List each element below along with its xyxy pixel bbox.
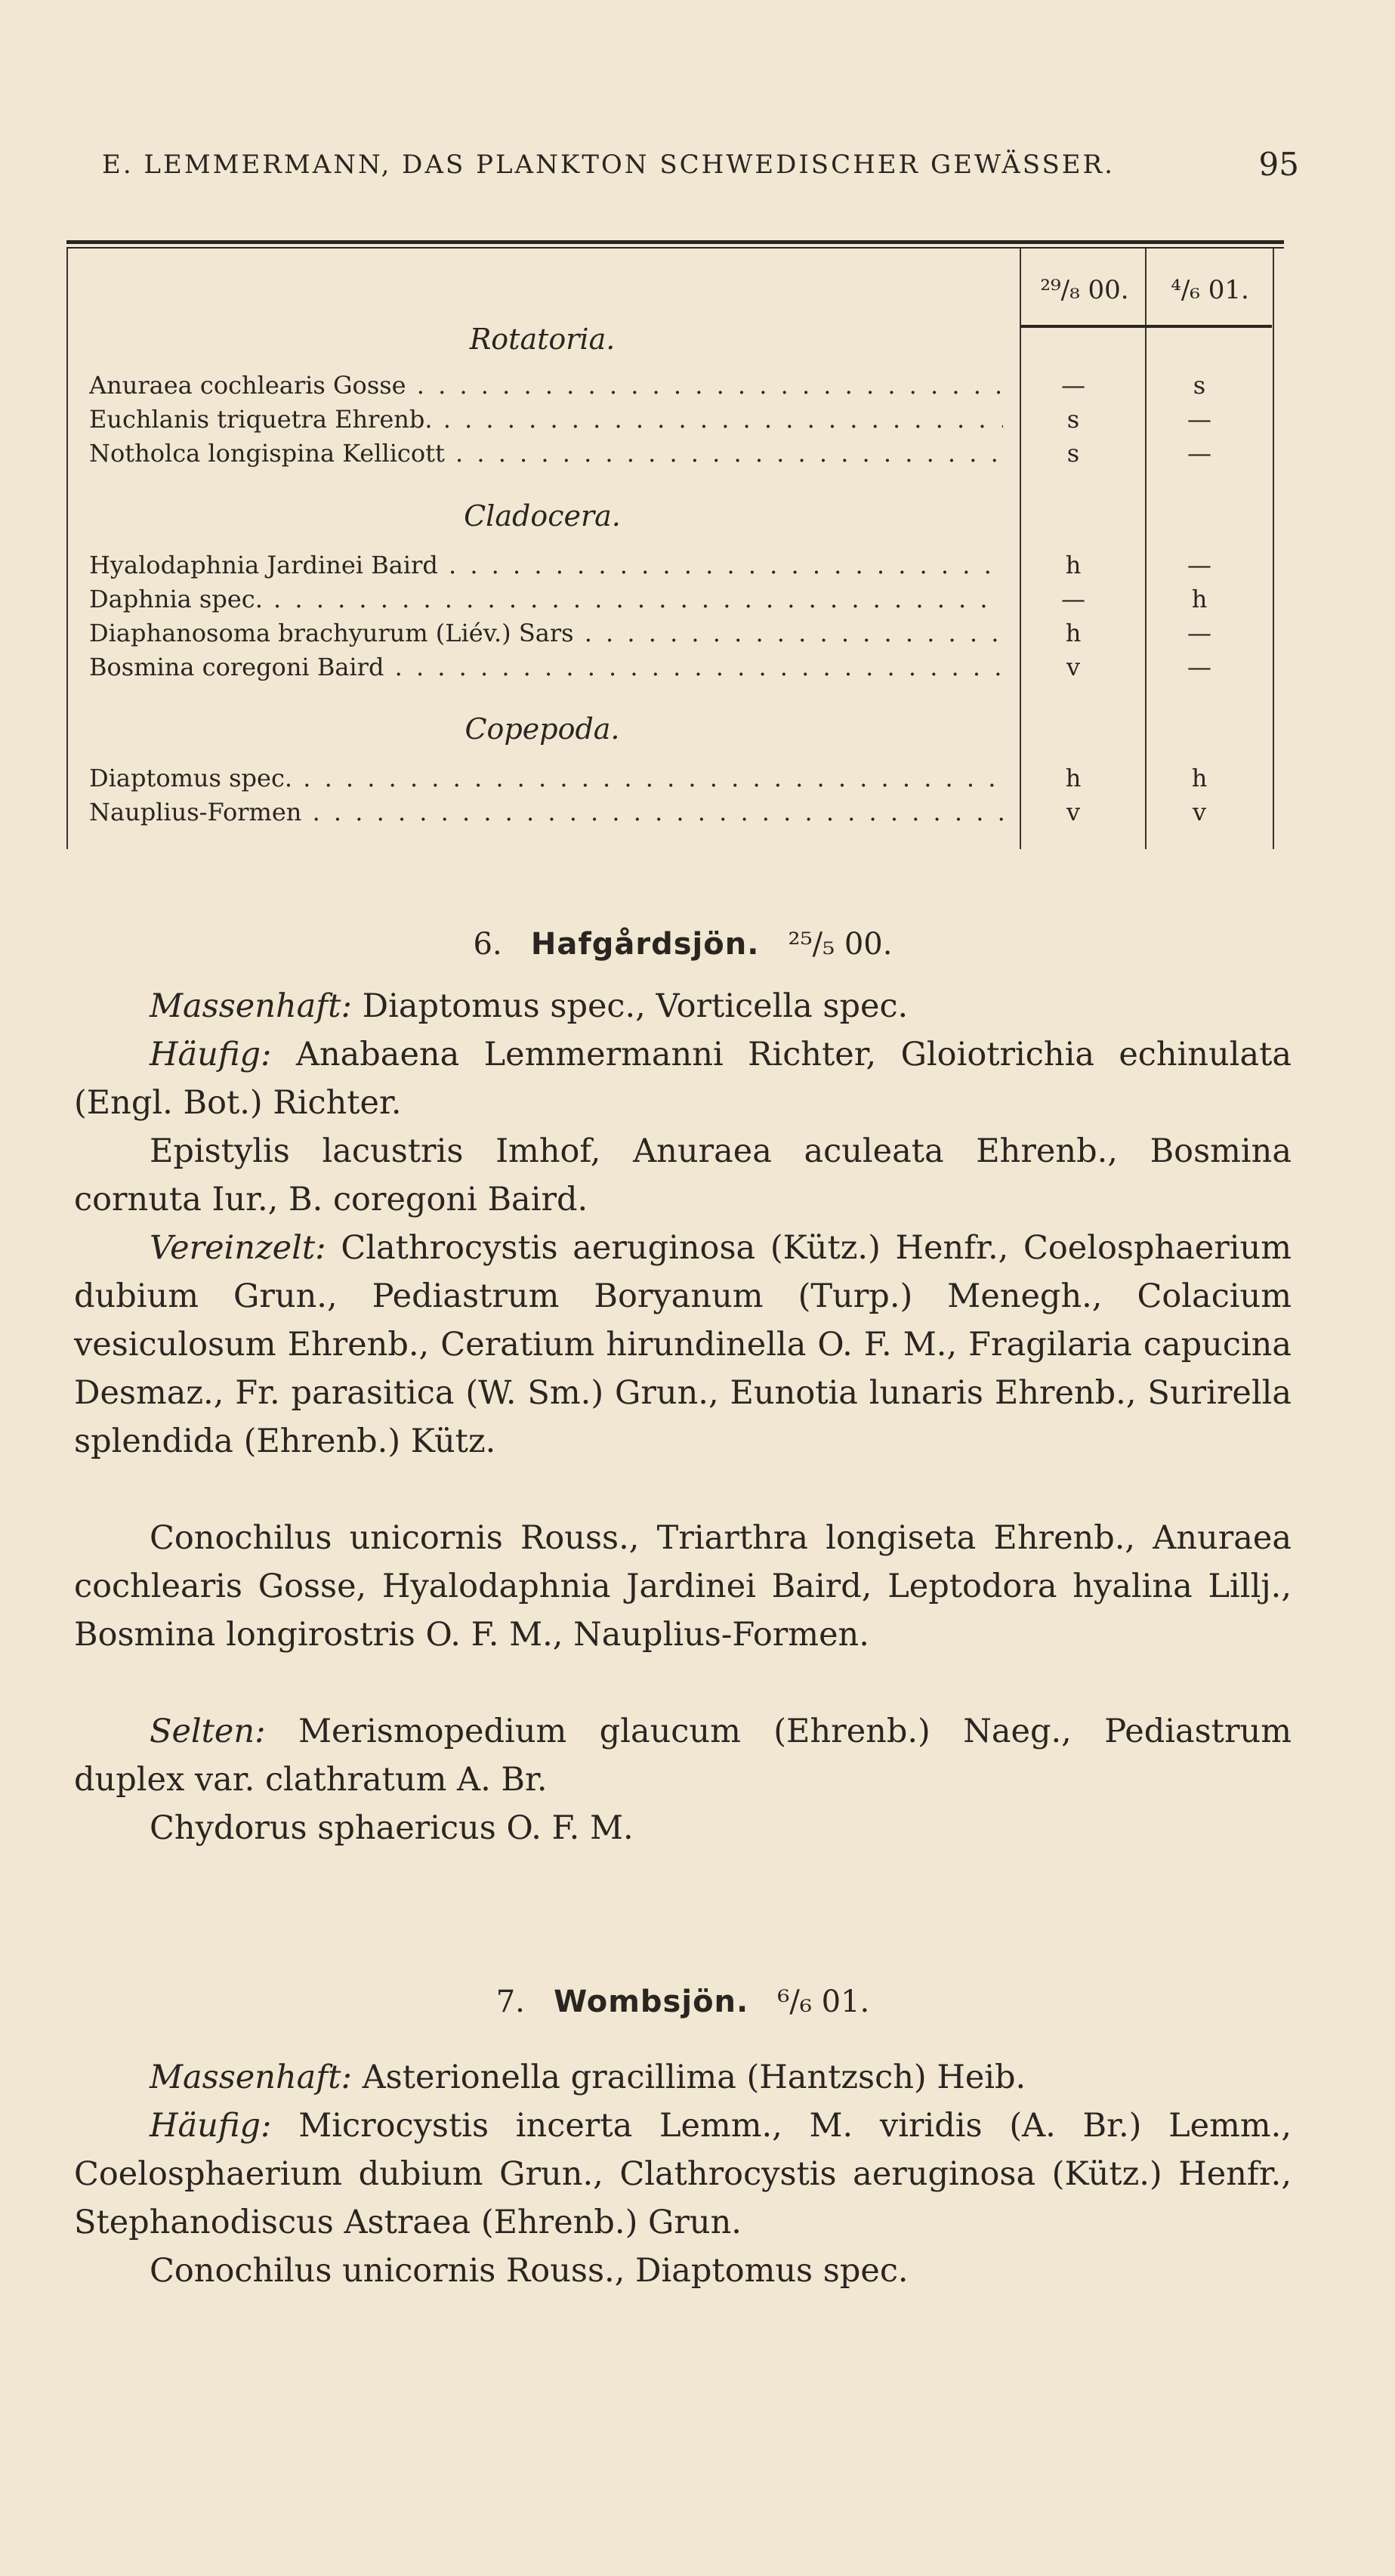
paragraph-text: Asterionella gracillima (Hantzsch) Heib.: [351, 2059, 1026, 2096]
abundance-value: h: [1065, 551, 1082, 579]
abundance-value: s: [1066, 439, 1080, 468]
abundance-value: h: [1191, 764, 1208, 792]
species-name: Anuraea cochlearis Gosse . . .: [89, 369, 1003, 403]
paragraph: [74, 2247, 1292, 2295]
paragraph: [74, 2102, 1292, 2247]
abundance-value: v: [1066, 798, 1081, 826]
species-name: Euchlanis triquetra Ehrenb. . . .: [89, 403, 1003, 437]
table-top-rule: [66, 240, 1284, 244]
species-name: Diaphanosoma brachyurum (Liév.) Sars . . .: [89, 616, 1003, 650]
abundance-label: Massenhaft:: [150, 2059, 352, 2096]
species-table: [66, 240, 1284, 852]
abundance-value: h: [1065, 764, 1082, 792]
paragraph: [74, 1127, 1292, 1224]
table-row: [89, 761, 1275, 795]
lake-heading: [74, 1979, 1292, 2025]
paragraph-text: Conochilus unicornis Rouss., Diaptomus spec.: [150, 2252, 909, 2290]
paragraph-text: Microcystis incerta Lemm., M. viridis (A. Br.) Lemm., Coelosphaerium dubium Grun., Clathrocystis aeruginosa (Kütz.) Henfr., Stephanodiscus Astraea (Ehrenb.) Grun.: [74, 2107, 1292, 2241]
abundance-label: Massenhaft:: [150, 987, 352, 1025]
column-header-date-2: ⁴/₆ 01.: [1171, 275, 1249, 305]
section-title: Cladocera.: [464, 499, 621, 533]
species-name: Hyalodaphnia Jardinei Baird . . .: [89, 548, 1003, 582]
species-name: Bosmina coregoni Baird . . .: [89, 650, 1003, 684]
abundance-value: —: [1187, 405, 1211, 434]
table-top-rule-thin: [66, 247, 1284, 249]
abundance-value: s: [1066, 405, 1080, 434]
table-row: [89, 616, 1275, 650]
table-row: [89, 795, 1275, 829]
lake-date: ²⁵/₅ 00.: [788, 927, 893, 962]
species-name: Diaptomus spec. . . .: [89, 761, 1003, 795]
lake-heading: [74, 922, 1292, 967]
lake-number: 6.: [473, 927, 502, 962]
abundance-value: h: [1191, 585, 1208, 613]
running-head-title: E. LEMMERMANN, DAS PLANKTON SCHWEDISCHER GEWÄSSER.: [102, 150, 1115, 180]
abundance-label: Selten:: [150, 1713, 266, 1750]
lake-date: ⁶/₆ 01.: [777, 1985, 870, 2019]
column-header-date-1: ²⁹/₈ 00.: [1040, 275, 1129, 305]
paragraph-text: Chydorus sphaericus O. F. M.: [150, 1809, 634, 1847]
paragraph-text: Clathrocystis aeruginosa (Kütz.) Henfr., Coelosphaerium dubium Grun., Pediastrum Boryanum (Turp.) Menegh., Colacium vesiculosum Ehrenb., Ceratium hirundinella O. F. M., Fragilaria capucina Desmaz., Fr. parasitica (W. Sm.) Grun., Eunotia lunaris Ehrenb., Surirella splendida (Ehrenb.) Kütz.: [74, 1229, 1292, 1460]
abundance-value: s: [1193, 371, 1206, 400]
lake-name: Wombsjön.: [554, 1985, 749, 2019]
running-head: [102, 142, 1299, 187]
abundance-label: Vereinzelt:: [150, 1229, 326, 1267]
abundance-value: —: [1187, 653, 1211, 681]
species-name: Notholca longispina Kellicott . . .: [89, 437, 1003, 471]
paragraph-text: Merismopedium glaucum (Ehrenb.) Naeg., Pediastrum duplex var. clathratum A. Br.: [74, 1713, 1292, 1799]
paragraph-text: Diaptomus spec., Vorticella spec.: [351, 987, 909, 1025]
table-row: [89, 403, 1275, 437]
lake-number: 7.: [495, 1985, 525, 2019]
abundance-value: —: [1061, 371, 1085, 400]
table-row: [89, 548, 1275, 582]
abundance-value: v: [1066, 653, 1081, 681]
table-row: [89, 582, 1275, 616]
paragraph-text: Conochilus unicornis Rouss., Triarthra longiseta Ehrenb., Anuraea cochlearis Gosse, Hyalodaphnia Jardinei Baird, Leptodora hyalina Lillj., Bosmina longirostris O. F. M., Nauplius-Formen.: [74, 1519, 1292, 1654]
abundance-value: —: [1187, 619, 1211, 647]
abundance-value: —: [1187, 551, 1211, 579]
paragraph: [74, 1804, 1292, 1852]
abundance-value: v: [1192, 798, 1207, 826]
species-name: Nauplius-Formen . . .: [89, 795, 1003, 829]
section-title: Copepoda.: [464, 712, 620, 746]
table-row: [89, 369, 1275, 403]
paragraph: [74, 982, 1292, 1030]
abundance-value: —: [1187, 439, 1211, 468]
abundance-label: Häufig:: [150, 1036, 272, 1073]
paragraph: [74, 1030, 1292, 1127]
table-header-rule: [1020, 325, 1272, 328]
paragraph-text: Anabaena Lemmermanni Richter, Gloiotrichia echinulata (Engl. Bot.) Richter.: [74, 1036, 1292, 1122]
abundance-value: —: [1061, 585, 1085, 613]
paragraph: [74, 2053, 1292, 2102]
abundance-value: h: [1065, 619, 1082, 647]
lake-name: Hafgårdsjön.: [530, 927, 760, 962]
table-row: [89, 650, 1275, 684]
section-title: Rotatoria.: [469, 323, 616, 356]
paragraph: [74, 1224, 1292, 1466]
paragraph: [74, 1707, 1292, 1804]
abundance-label: Häufig:: [150, 2107, 272, 2145]
table-row: [89, 437, 1275, 471]
paragraph: [74, 1514, 1292, 1659]
species-name: Daphnia spec. . . .: [89, 582, 1003, 616]
page-number: 95: [1258, 146, 1299, 183]
paragraph-text: Epistylis lacustris Imhof, Anuraea aculeata Ehrenb., Bosmina cornuta Iur., B. coregoni Baird.: [74, 1132, 1292, 1219]
